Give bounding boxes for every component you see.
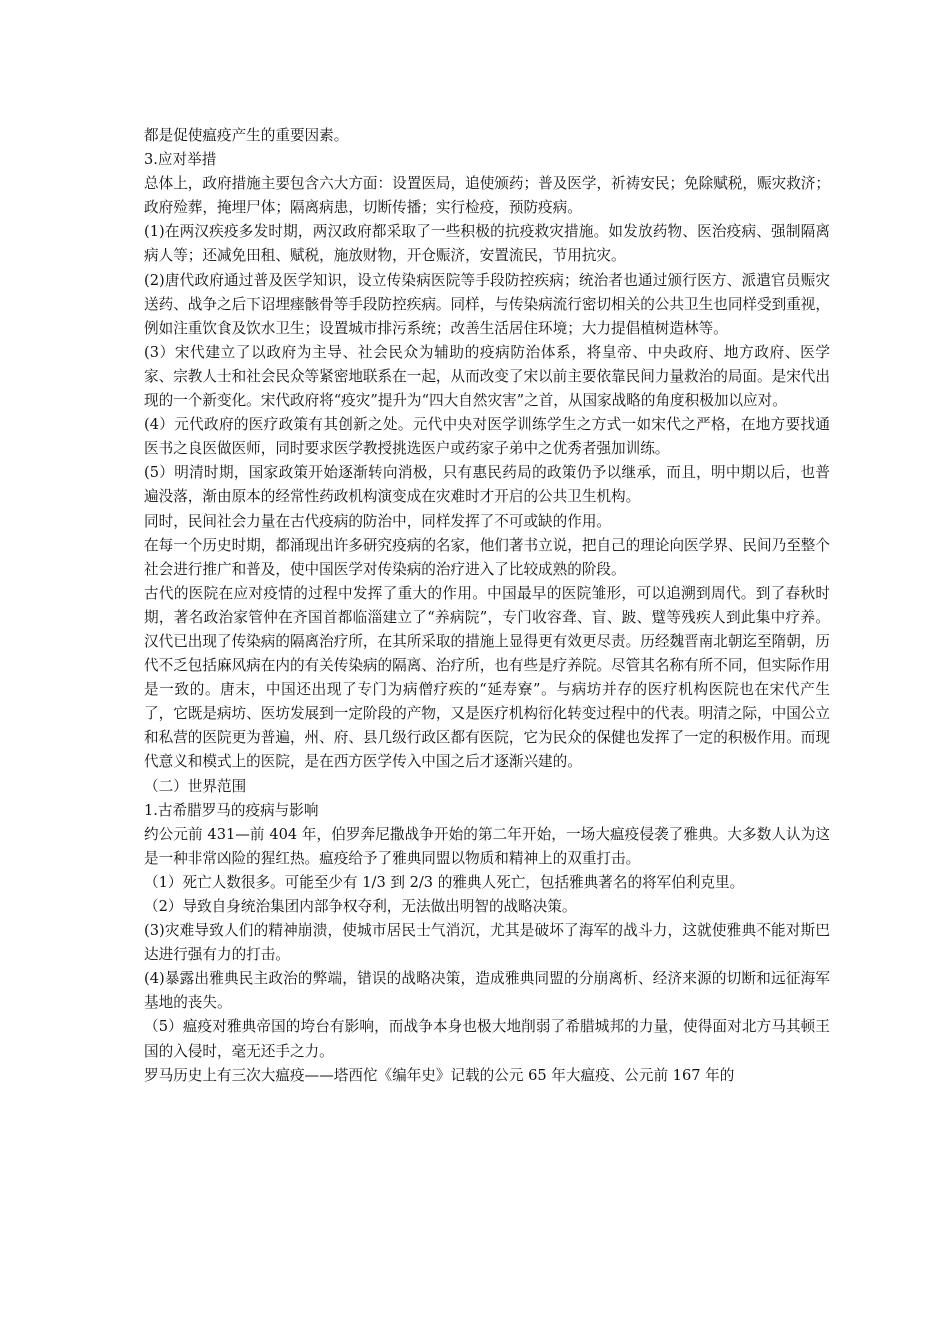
paragraph: (1)在两汉疾疫多发时期，两汉政府都采取了一些积极的抗疫救灾措施。如发放药物、医治疫病、强制隔离病人等；还减免田租、赋税，施放财物，开仓赈济，安置流民，节用抗灾。: [144, 223, 830, 265]
paragraph: 古代的医院在应对疫情的过程中发挥了重大的作用。中国最早的医院雏形，可以追溯到周代。到了春秋时期，著名政治家管仲在齐国首都临淄建立了“养病院”，专门收容聋、盲、跛、躄等残疾人到此集中疗养。汉代已出现了传染病的隔离治疗所，在其所采取的措施上显得更有效更尽责。历经魏晋南北朝迄至隋朝，历代不乏包括麻风病在内的有关传染病的隔离、治疗所，也有些是疗养院。尽管其名称有所不同，但实际作用是一致的。唐末，中国还出现了专门为病僧疗疾的“延寿寮”。与病坊并存的医疗机构医院也在宋代产生了，它既是病坊、医坊发展到一定阶段的产物，又是医疗机构衍化转变过程中的代表。明清之际，中国公立和私营的医院更为普遍，州、府、县几级行政区都有医院，它为民众的保健也发挥了一定的积极作用。而现代意义和模式上的医院，是在西方医学传入中国之后才逐渐兴建的。: [144, 584, 830, 771]
paragraph: (4)暴露出雅典民主政治的弊端，错误的战略决策，造成雅典同盟的分崩离析、经济来源的切断和远征海军基地的丧失。: [144, 970, 830, 1012]
paragraph: (3）宋代建立了以政府为主导、社会民众为辅助的疫病防治体系，将皇帝、中央政府、地方政府、医学家、宗教人士和社会民众等紧密地联系在一起，从而改变了宋以前主要依靠民间力量救治的局面。是宋代出现的一个新变化。宋代政府将“疫灾”提升为“四大自然灾害”之首，从国家战略的角度积极加以应对。: [144, 343, 830, 410]
subsection-heading: 1.古希腊罗马的疫病与影响: [144, 801, 319, 819]
paragraph: （2）导致自身统治集团内部争权夺利，无法做出明智的战略决策。: [144, 898, 577, 915]
paragraph: 约公元前 431—前 404 年，伯罗奔尼撒战争开始的第二年开始，一场大瘟疫侵袭了雅典。大多数人认为这是一种非常凶险的猩红热。瘟疫给予了雅典同盟以物质和精神上的双重打击。: [144, 825, 830, 867]
paragraph: (2)唐代政府通过普及医学知识，设立传染病医院等手段防控疾病；统治者也通过颁行医方、派遣官员赈灾送药、战争之后下诏埋瘗骸骨等手段防控疾病。同样，与传染病流行密切相关的公共卫生也同样受到重视，例如注重饮食及饮水卫生；设置城市排污系统；改善生活居住环境；大力提倡植树造林等。: [144, 271, 830, 337]
paragraph: 都是促使瘟疫产生的重要因素。: [144, 127, 349, 144]
section-heading: 3.应对举措: [144, 151, 217, 169]
paragraph: 同时，民间社会力量在古代疫病的防治中，同样发挥了不可或缺的作用。: [144, 512, 612, 530]
paragraph: (5）明清时期，国家政策开始逐渐转向消极，只有惠民药局的政策仍予以继承，而且，明中期以后，也普遍没落，渐由原本的经常性药政机构演变成在灾难时才开启的公共卫生机构。: [144, 464, 830, 506]
paragraph: 罗马历史上有三次大瘟疫——塔西佗《编年史》记载的公元 65 年大瘟疫、公元前 167 年的: [144, 1066, 735, 1084]
paragraph: 总体上，政府措施主要包含六大方面：设置医局，追使颁药；普及医学，祈祷安民；免除赋税，赈灾救济；政府殓葬，掩埋尸体；隔离病患，切断传播；实行检疫，预防疫病。: [144, 175, 830, 217]
section-heading: （二）世界范围: [144, 777, 247, 795]
paragraph: (3)灾难导致人们的精神崩溃，使城市居民士气消沉，尤其是破坏了海军的战斗力，这就使雅典不能对斯巴达进行强有力的打击。: [144, 922, 830, 964]
paragraph: 在每一个历史时期，都涌现出许多研究疫病的名家，他们著书立说，把自己的理论向医学界、民间乃至整个社会进行推广和普及，使中国医学对传染病的治疗进入了比较成熟的阶段。: [144, 536, 830, 578]
document-body: [144, 124, 830, 1088]
paragraph: （5）瘟疫对雅典帝国的垮台有影响，而战争本身也极大地削弱了希腊城邦的力量，使得面对北方马其顿王国的入侵时，毫无还手之力。: [144, 1018, 830, 1060]
paragraph: （1）死亡人数很多。可能至少有 1/3 到 2/3 的雅典人死亡，包括雅典著名的将军伯利克里。: [144, 873, 745, 891]
paragraph: (4）元代政府的医疗政策有其创新之处。元代中央对医学训练学生之方式一如宋代之严格，在地方要找通医书之良医做医师，同时要求医学教授挑选医户或药家子弟中之优秀者强加训练。: [144, 416, 830, 458]
